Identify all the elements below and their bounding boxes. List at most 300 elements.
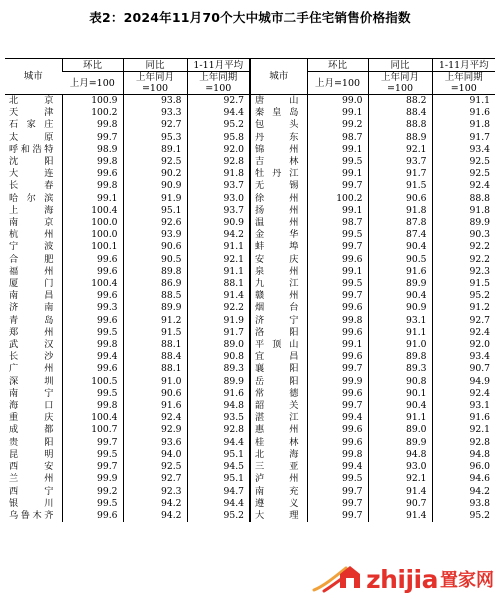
avg-value: 91.7 — [187, 327, 250, 339]
city-name: 天 津 — [9, 107, 54, 119]
city-name: 南 昌 — [9, 290, 54, 302]
huanbi-value: 99.6 — [307, 327, 368, 339]
tongbi-value: 91.4 — [368, 486, 432, 498]
tongbi-value: 88.8 — [368, 119, 432, 131]
table-row — [5, 132, 495, 144]
tongbi-value: 89.1 — [123, 144, 187, 156]
table-row — [5, 461, 495, 473]
city-name: 重 庆 — [9, 412, 54, 424]
table-body — [5, 95, 495, 523]
avg-value: 92.2 — [432, 254, 495, 266]
tongbi-value: 90.6 — [123, 241, 187, 253]
city-name: 合 肥 — [9, 253, 54, 265]
avg-value: 95.2 — [432, 290, 495, 302]
city-name: 三 亚 — [250, 461, 307, 473]
tongbi-value: 92.1 — [368, 144, 432, 156]
table-row — [5, 107, 495, 119]
tongbi-value: 91.5 — [368, 180, 432, 192]
avg-value: 94.4 — [187, 437, 250, 449]
city-name: 宜 昌 — [250, 351, 307, 363]
table-row — [5, 254, 495, 266]
avg-value: 93.5 — [187, 412, 250, 424]
tongbi-value: 93.8 — [123, 95, 187, 108]
avg-value: 91.8 — [432, 119, 495, 131]
tongbi-value: 90.2 — [123, 168, 187, 180]
huanbi-value: 99.6 — [307, 302, 368, 314]
avg-value: 94.8 — [187, 400, 250, 412]
avg-value: 95.2 — [432, 510, 495, 522]
city-name: 桂 林 — [250, 437, 307, 449]
city-name: 唐 山 — [250, 95, 307, 108]
huanbi-value: 99.8 — [62, 400, 123, 412]
tongbi-value: 88.5 — [123, 290, 187, 302]
city-name: 烟 台 — [250, 302, 307, 314]
avg-value: 93.8 — [432, 498, 495, 510]
city-name: 西 宁 — [9, 485, 54, 497]
city-name: 沈 阳 — [9, 156, 54, 168]
huanbi-value: 99.5 — [307, 229, 368, 241]
tongbi-value: 90.8 — [368, 376, 432, 388]
huanbi-value: 99.1 — [307, 266, 368, 278]
huanbi-value: 99.7 — [307, 180, 368, 192]
avg-value: 91.8 — [187, 168, 250, 180]
huanbi-value: 99.2 — [62, 486, 123, 498]
header-huanbi: 环比 — [307, 59, 368, 72]
avg-value: 92.0 — [432, 339, 495, 351]
tongbi-value: 91.6 — [123, 400, 187, 412]
city-name: 金 华 — [250, 229, 307, 241]
tongbi-value: 88.2 — [368, 95, 432, 108]
avg-value: 92.8 — [187, 424, 250, 436]
city-name: 洛 阳 — [250, 327, 307, 339]
city-name: 无 锡 — [250, 180, 307, 192]
huanbi-value: 99.1 — [307, 205, 368, 217]
avg-value: 92.8 — [432, 437, 495, 449]
city-name: 吉 林 — [250, 156, 307, 168]
huanbi-value: 99.4 — [62, 351, 123, 363]
city-name: 福 州 — [9, 265, 54, 277]
huanbi-value: 99.6 — [307, 424, 368, 436]
header-huanbi-sub: 上月=100 — [307, 72, 368, 95]
city-name: 平顶山 — [250, 339, 307, 351]
tongbi-value: 93.0 — [368, 461, 432, 473]
avg-value: 92.1 — [432, 424, 495, 436]
huanbi-value: 99.8 — [307, 315, 368, 327]
huanbi-value: 99.7 — [307, 363, 368, 375]
tongbi-value: 94.8 — [368, 449, 432, 461]
city-name: 兰 州 — [9, 473, 54, 485]
city-name: 长 春 — [9, 180, 54, 192]
huanbi-value: 100.9 — [62, 95, 123, 108]
table-row — [5, 290, 495, 302]
city-name: 海 口 — [9, 400, 54, 412]
avg-value: 91.5 — [432, 278, 495, 290]
tongbi-value: 87.4 — [368, 229, 432, 241]
tongbi-value: 88.4 — [368, 107, 432, 119]
huanbi-value: 100.5 — [62, 376, 123, 388]
avg-value: 94.6 — [432, 473, 495, 485]
avg-value: 92.1 — [187, 254, 250, 266]
avg-value: 92.3 — [432, 266, 495, 278]
city-name: 常 德 — [250, 388, 307, 400]
city-name: 温 州 — [250, 217, 307, 229]
city-name: 遵 义 — [250, 498, 307, 510]
city-name: 湛 江 — [250, 412, 307, 424]
city-name: 襄 阳 — [250, 363, 307, 375]
tongbi-value: 91.0 — [368, 339, 432, 351]
table-row — [5, 424, 495, 436]
tongbi-value: 91.8 — [368, 205, 432, 217]
avg-value: 92.0 — [187, 144, 250, 156]
header-tongbi-sub: 上年同月=100 — [368, 72, 432, 95]
avg-value: 93.0 — [187, 193, 250, 205]
table-row — [5, 95, 495, 108]
city-name: 北 海 — [250, 449, 307, 461]
city-name: 郑 州 — [9, 326, 54, 338]
avg-value: 92.7 — [432, 315, 495, 327]
table-row — [5, 363, 495, 375]
avg-value: 88.1 — [187, 278, 250, 290]
huanbi-value: 99.6 — [307, 388, 368, 400]
table-row — [5, 241, 495, 253]
tongbi-value: 91.4 — [368, 510, 432, 522]
table-row — [5, 229, 495, 241]
table-row — [5, 473, 495, 485]
tongbi-value: 94.2 — [123, 510, 187, 522]
table-row — [5, 388, 495, 400]
tongbi-value: 90.7 — [368, 498, 432, 510]
avg-value: 91.1 — [187, 266, 250, 278]
avg-value: 94.4 — [187, 498, 250, 510]
table-row — [5, 412, 495, 424]
tongbi-value: 93.3 — [123, 107, 187, 119]
table-row — [5, 119, 495, 131]
tongbi-value: 91.7 — [368, 168, 432, 180]
huanbi-value: 99.5 — [62, 449, 123, 461]
tongbi-value: 88.1 — [123, 339, 187, 351]
huanbi-value: 99.5 — [62, 498, 123, 510]
tongbi-value: 94.0 — [123, 449, 187, 461]
huanbi-value: 99.5 — [307, 473, 368, 485]
tongbi-value: 89.9 — [123, 302, 187, 314]
huanbi-value: 99.1 — [307, 339, 368, 351]
table-row — [5, 510, 495, 522]
tongbi-value: 93.1 — [368, 315, 432, 327]
header-avg: 1-11月平均 — [187, 59, 250, 72]
tongbi-value: 90.4 — [368, 400, 432, 412]
avg-value: 95.1 — [187, 449, 250, 461]
tongbi-value: 92.9 — [123, 424, 187, 436]
city-name: 哈尔滨 — [9, 192, 54, 204]
city-name: 南 充 — [250, 486, 307, 498]
avg-value: 90.8 — [187, 351, 250, 363]
avg-value: 90.3 — [432, 229, 495, 241]
avg-value: 92.8 — [187, 156, 250, 168]
tongbi-value: 90.6 — [368, 193, 432, 205]
avg-value: 89.9 — [432, 217, 495, 229]
huanbi-value: 99.8 — [307, 449, 368, 461]
huanbi-value: 99.6 — [62, 254, 123, 266]
table-row — [5, 486, 495, 498]
city-name: 赣 州 — [250, 290, 307, 302]
avg-value: 95.8 — [187, 132, 250, 144]
avg-value: 94.2 — [432, 486, 495, 498]
avg-value: 92.2 — [187, 302, 250, 314]
city-name: 杭 州 — [9, 229, 54, 241]
huanbi-value: 99.4 — [307, 412, 368, 424]
huanbi-value: 99.9 — [307, 376, 368, 388]
table-row — [5, 351, 495, 363]
table-row — [5, 217, 495, 229]
tongbi-value: 89.0 — [368, 424, 432, 436]
tongbi-value: 92.7 — [123, 119, 187, 131]
city-name: 银 川 — [9, 497, 54, 509]
city-name: 石家庄 — [9, 119, 54, 131]
avg-value: 92.4 — [432, 388, 495, 400]
city-name: 厦 门 — [9, 278, 54, 290]
avg-value: 91.1 — [432, 95, 495, 108]
city-name: 安 庆 — [250, 254, 307, 266]
tongbi-value: 95.3 — [123, 132, 187, 144]
header-huanbi-sub: 上月=100 — [62, 72, 123, 95]
city-name: 岳 阳 — [250, 376, 307, 388]
avg-value: 90.7 — [432, 363, 495, 375]
huanbi-value: 99.6 — [62, 363, 123, 375]
tongbi-value: 95.1 — [123, 205, 187, 217]
city-name: 包 头 — [250, 119, 307, 131]
avg-value: 91.1 — [187, 241, 250, 253]
huanbi-value: 100.7 — [62, 424, 123, 436]
tongbi-value: 92.4 — [123, 412, 187, 424]
city-name: 武 汉 — [9, 339, 54, 351]
tongbi-value: 90.1 — [368, 388, 432, 400]
huanbi-value: 99.6 — [62, 266, 123, 278]
city-name: 扬 州 — [250, 205, 307, 217]
table-row — [5, 193, 495, 205]
tongbi-value: 90.4 — [368, 241, 432, 253]
avg-value: 92.5 — [432, 156, 495, 168]
huanbi-value: 99.5 — [307, 278, 368, 290]
tongbi-value: 89.9 — [368, 278, 432, 290]
tongbi-value: 91.0 — [123, 376, 187, 388]
header-tongbi-sub: 上年同月=100 — [123, 72, 187, 95]
avg-value: 96.0 — [432, 461, 495, 473]
tongbi-value: 90.9 — [123, 180, 187, 192]
avg-value: 91.6 — [432, 107, 495, 119]
huanbi-value: 99.6 — [307, 437, 368, 449]
avg-value: 93.7 — [187, 180, 250, 192]
huanbi-value: 99.6 — [307, 351, 368, 363]
city-name: 大 连 — [9, 168, 54, 180]
avg-value: 91.2 — [432, 302, 495, 314]
huanbi-value: 99.7 — [307, 510, 368, 522]
tongbi-value: 94.2 — [123, 498, 187, 510]
huanbi-value: 99.6 — [62, 290, 123, 302]
huanbi-value: 99.7 — [307, 241, 368, 253]
huanbi-value: 100.1 — [62, 241, 123, 253]
tongbi-value: 91.9 — [123, 193, 187, 205]
price-index-table — [5, 58, 495, 522]
huanbi-value: 100.0 — [62, 229, 123, 241]
tongbi-value: 88.4 — [123, 351, 187, 363]
avg-value: 89.3 — [187, 363, 250, 375]
table-row — [5, 437, 495, 449]
avg-value: 92.4 — [432, 180, 495, 192]
watermark-suffix: 置家网 — [440, 570, 494, 591]
tongbi-value: 90.5 — [123, 254, 187, 266]
huanbi-value: 99.6 — [62, 168, 123, 180]
huanbi-value: 99.0 — [307, 95, 368, 108]
avg-value: 91.6 — [432, 412, 495, 424]
page-title: 表2：2024年11月70个大中城市二手住宅销售价格指数 — [89, 10, 411, 25]
city-name: 宁 波 — [9, 241, 54, 253]
huanbi-value: 100.4 — [62, 205, 123, 217]
huanbi-value: 100.2 — [62, 107, 123, 119]
tongbi-value: 91.2 — [123, 315, 187, 327]
huanbi-value: 99.1 — [62, 193, 123, 205]
watermark — [310, 564, 494, 594]
huanbi-value: 100.0 — [62, 217, 123, 229]
tongbi-value: 89.3 — [368, 363, 432, 375]
avg-value: 93.7 — [187, 205, 250, 217]
avg-value: 94.4 — [187, 107, 250, 119]
avg-value: 92.7 — [187, 95, 250, 108]
table-row — [5, 205, 495, 217]
header-city: 城市 — [250, 59, 307, 95]
huanbi-value: 99.7 — [307, 400, 368, 412]
huanbi-value: 99.9 — [62, 473, 123, 485]
huanbi-value: 99.7 — [307, 486, 368, 498]
tongbi-value: 92.3 — [123, 486, 187, 498]
city-name: 成 都 — [9, 424, 54, 436]
tongbi-value: 93.7 — [368, 156, 432, 168]
header-avg: 1-11月平均 — [432, 59, 495, 72]
table-row — [5, 156, 495, 168]
table-row — [5, 449, 495, 461]
tongbi-value: 89.8 — [368, 351, 432, 363]
huanbi-value: 98.7 — [307, 217, 368, 229]
avg-value: 91.6 — [187, 388, 250, 400]
huanbi-value: 99.4 — [307, 461, 368, 473]
huanbi-value: 100.2 — [307, 193, 368, 205]
city-name: 太 原 — [9, 131, 54, 143]
avg-value: 94.7 — [187, 486, 250, 498]
huanbi-value: 99.8 — [62, 119, 123, 131]
tongbi-value: 89.9 — [368, 437, 432, 449]
table-row — [5, 327, 495, 339]
tongbi-value: 91.6 — [368, 266, 432, 278]
avg-value: 91.9 — [187, 315, 250, 327]
header-avg-sub: 上年同期=100 — [432, 72, 495, 95]
huanbi-value: 99.5 — [62, 327, 123, 339]
huanbi-value: 99.8 — [62, 339, 123, 351]
table-row — [5, 400, 495, 412]
huanbi-value: 99.7 — [62, 461, 123, 473]
avg-value: 89.9 — [187, 376, 250, 388]
avg-value: 94.5 — [187, 461, 250, 473]
avg-value: 89.0 — [187, 339, 250, 351]
header-city: 城市 — [5, 59, 62, 95]
avg-value: 92.4 — [432, 327, 495, 339]
city-name: 秦皇岛 — [250, 107, 307, 119]
city-name: 上 海 — [9, 204, 54, 216]
avg-value: 91.7 — [432, 132, 495, 144]
city-name: 南 京 — [9, 217, 54, 229]
city-name: 泉 州 — [250, 266, 307, 278]
city-name: 牡丹江 — [250, 168, 307, 180]
table-row — [5, 180, 495, 192]
huanbi-value: 99.5 — [307, 156, 368, 168]
tongbi-value: 93.9 — [123, 229, 187, 241]
table-row — [5, 498, 495, 510]
avg-value: 92.5 — [432, 168, 495, 180]
huanbi-value: 99.6 — [62, 315, 123, 327]
city-name: 北 京 — [9, 95, 54, 106]
avg-value: 92.2 — [432, 241, 495, 253]
tongbi-value: 90.4 — [368, 290, 432, 302]
tongbi-value: 92.1 — [368, 473, 432, 485]
table-row — [5, 376, 495, 388]
huanbi-value: 100.4 — [62, 278, 123, 290]
huanbi-value: 99.1 — [307, 107, 368, 119]
tongbi-value: 86.9 — [123, 278, 187, 290]
table-row — [5, 266, 495, 278]
city-name: 广 州 — [9, 363, 54, 375]
header-avg-sub: 上年同期=100 — [187, 72, 250, 95]
city-name: 西 安 — [9, 461, 54, 473]
table-row — [5, 302, 495, 314]
table-row — [5, 278, 495, 290]
table-row — [5, 144, 495, 156]
tongbi-value: 91.1 — [368, 412, 432, 424]
tongbi-value: 88.1 — [123, 363, 187, 375]
tongbi-value: 92.5 — [123, 461, 187, 473]
avg-value: 93.4 — [432, 351, 495, 363]
huanbi-value: 99.6 — [307, 254, 368, 266]
city-name: 蚌 埠 — [250, 241, 307, 253]
city-name: 大 理 — [250, 510, 307, 522]
avg-value: 94.9 — [432, 376, 495, 388]
city-name: 锦 州 — [250, 144, 307, 156]
huanbi-value: 99.7 — [307, 498, 368, 510]
city-name: 济 南 — [9, 302, 54, 314]
city-name: 长 沙 — [9, 351, 54, 363]
tongbi-value: 89.8 — [123, 266, 187, 278]
huanbi-value: 98.7 — [307, 132, 368, 144]
huanbi-value: 99.8 — [62, 156, 123, 168]
huanbi-value: 99.3 — [62, 302, 123, 314]
table-row — [5, 315, 495, 327]
avg-value: 95.2 — [187, 119, 250, 131]
header-tongbi: 同比 — [368, 59, 432, 72]
city-name: 乌鲁木齐 — [9, 509, 54, 521]
huanbi-value: 99.1 — [307, 144, 368, 156]
header-tongbi: 同比 — [123, 59, 187, 72]
avg-value: 94.8 — [432, 449, 495, 461]
huanbi-value: 99.6 — [62, 510, 123, 522]
tongbi-value: 87.8 — [368, 217, 432, 229]
tongbi-value: 88.9 — [368, 132, 432, 144]
table-row — [5, 339, 495, 351]
huanbi-value: 98.9 — [62, 144, 123, 156]
table-row — [5, 168, 495, 180]
city-name: 惠 州 — [250, 424, 307, 436]
house-logo-icon — [310, 564, 366, 594]
tongbi-value: 92.6 — [123, 217, 187, 229]
huanbi-value: 99.8 — [62, 180, 123, 192]
avg-value: 95.2 — [187, 510, 250, 522]
avg-value: 94.2 — [187, 229, 250, 241]
